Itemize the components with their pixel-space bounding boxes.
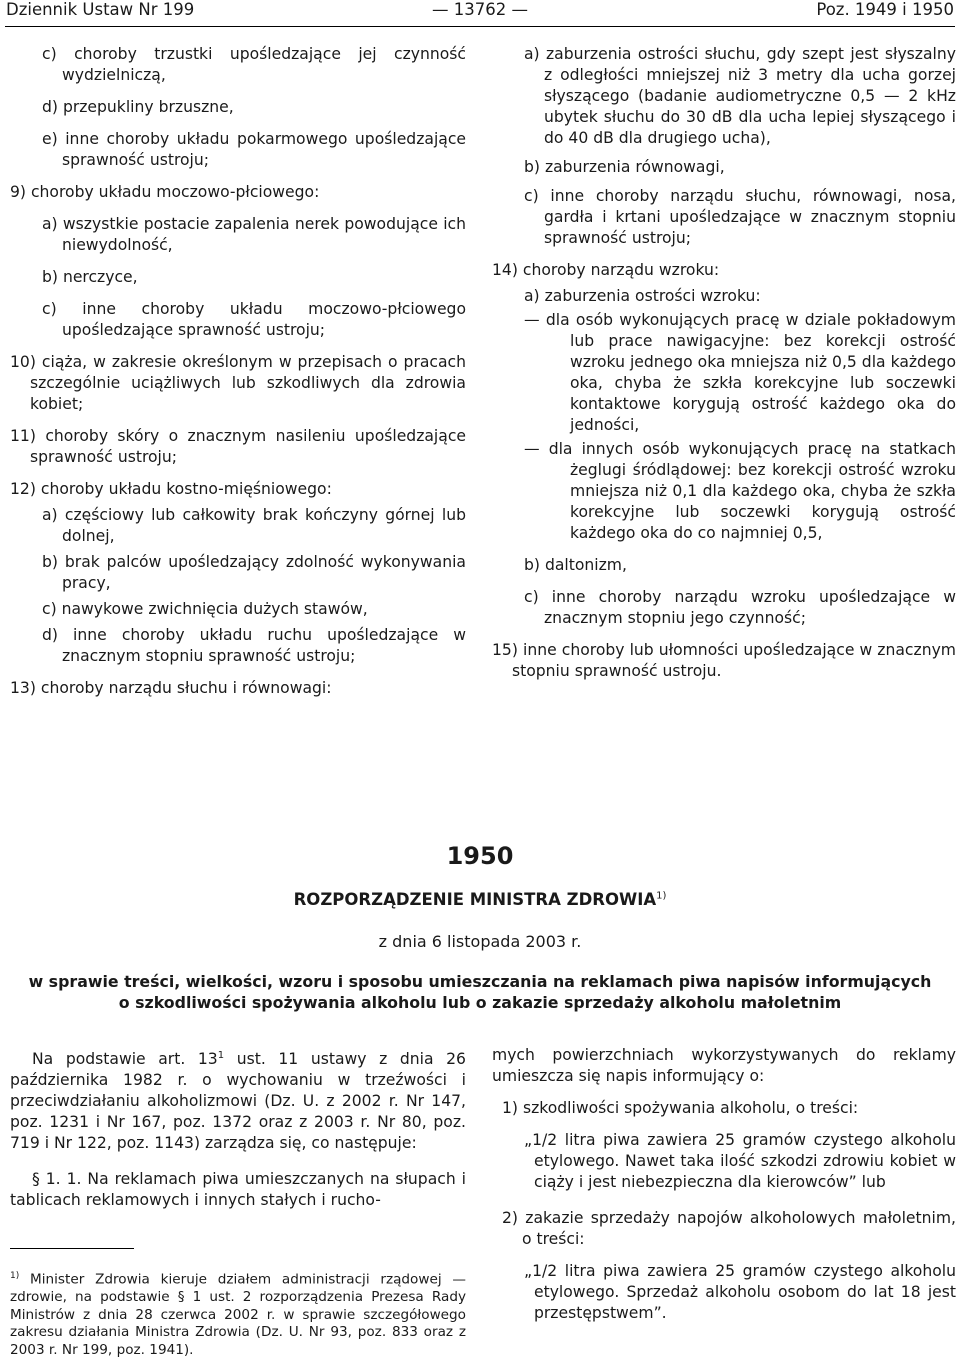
quote: „1/2 litra piwa zawiera 25 gramów czystego alkoholu etylowego. Sprzedaż alkoholu osobom do lat 18 jest przestępstwem”. — [524, 1262, 956, 1322]
list-item: 2) zakazie sprzedaży napojów alkoholowych małoletnim, o treści: — [502, 1209, 956, 1248]
list-item: c) choroby trzustki upośledzające jej czynność wydzielniczą, — [42, 45, 466, 84]
quote: „1/2 litra piwa zawiera 25 gramów czystego alkoholu etylowego. Nawet taka ilość szkodzi zdrowiu kobiet w ciąży i jest niebezpieczna dla kierowców” lub — [524, 1131, 956, 1191]
list-item: 15) inne choroby lub ułomności upośledzające w znacznym stopniu sprawność ustroju. — [492, 641, 956, 680]
paragraph-1: § 1. 1. Na reklamach piwa umieszczanych na słupach i tablicach reklamowych i innych stałych i rucho- — [10, 1170, 466, 1210]
footnote-marker: 1) — [10, 1271, 20, 1281]
list-item: c) inne choroby układu moczowo-płciowego upośledzające sprawność ustroju; — [42, 300, 466, 339]
footnote-rule — [10, 1248, 134, 1249]
list-item: — dla innych osób wykonujących pracę na statkach żeglugi śródlądowej: bez korekcji ostrość wzroku mniejsza niż 0,1 dla każdego oka, chyba że szkła korekcyjne lub soczewki korygują ostrość każdego oka do co najmniej 0,5, — [524, 440, 956, 542]
footnote-text: Minister Zdrowia kieruje działem administracji rządowej — zdrowie, na podstawie § 1 ust. 2 rozporządzenia Prezesa Rady Ministrów z dnia 28 czerwca 2002 r. w sprawie szczegółowego zakresu działania Ministra Zdrowia (Dz. U. Nr 93, poz. 833 oraz z 2003 r. Nr 199, poz. 1941). — [10, 1271, 466, 1358]
right-column — [492, 44, 956, 682]
page-header — [0, 0, 960, 26]
legal-basis — [10, 1045, 466, 1154]
list-item: e) inne choroby układu pokarmowego upośledzające sprawność ustroju; — [42, 130, 466, 169]
list-item: b) zaburzenia równowagi, — [524, 158, 725, 176]
list-item: 10) ciąża, w zakresie określonym w przepisach o pracach szczególnie uciążliwych lub szkodliwych dla zdrowia kobiet; — [10, 353, 466, 413]
left-column — [10, 44, 466, 699]
paragraph-1-continued: mych powierzchniach wykorzystywanych do reklamy umieszcza się napis informujący o: — [492, 1046, 956, 1085]
list-item: d) przepukliny brzuszne, — [42, 98, 234, 116]
list-item: 9) choroby układu moczowo-płciowego: — [10, 183, 320, 201]
list-item: b) brak palców upośledzający zdolność wykonywania pracy, — [42, 553, 466, 592]
journal-title: Dziennik Ustaw Nr 199 — [6, 0, 195, 19]
list-item: a) zaburzenia ostrości słuchu, gdy szept jest słyszalny z odległości mniejszej niż 3 metry dla ucha gorzej słyszącego (badanie audiometryczne 0,5 — 2 kHz ubytek słuchu do 30 dB dla ucha lepiej słyszącego i do 40 dB dla drugiego ucha), — [524, 45, 956, 147]
footnote-ref: 1) — [656, 890, 667, 902]
list-item: 11) choroby skóry o znacznym nasileniu upośledzające sprawność ustroju; — [10, 427, 466, 466]
act-number: 1950 — [446, 842, 514, 870]
act-subject-line: o szkodliwości spożywania alkoholu lub o zakazie sprzedaży alkoholu małoletnim — [118, 993, 842, 1012]
act-subject-line: w sprawie treści, wielkości, wzoru i sposobu umieszczania na reklamach piwa napisów informujących — [28, 972, 932, 991]
list-item: c) nawykowe zwichnięcia dużych stawów, — [42, 600, 368, 618]
act-title-text: ROZPORZĄDZENIE MINISTRA ZDROWIA — [293, 890, 657, 909]
list-item: a) wszystkie postacie zapalenia nerek powodujące ich niewydolność, — [42, 215, 466, 254]
list-item: b) daltonizm, — [524, 556, 627, 574]
list-item: d) inne choroby układu ruchu upośledzające w znacznym stopniu sprawność ustroju; — [42, 626, 466, 665]
legal-basis-text: Na podstawie art. 13 — [32, 1050, 218, 1069]
article-superscript: 1 — [217, 1050, 225, 1061]
list-item: a) częściowy lub całkowity brak kończyny górnej lub dolnej, — [42, 506, 466, 545]
list-item: b) nerczyce, — [42, 268, 138, 286]
list-item: 14) choroby narządu wzroku: — [492, 261, 720, 279]
legal-basis-text: ust. 11 ustawy z dnia 26 października 1982 r. o wychowaniu w trzeźwości i przeciwdziałaniu alkoholizmowi (Dz. U. z 2002 r. Nr 147, poz. 1231 i Nr 167, poz. 1372 oraz z 2003 r. Nr 80, poz. 719 i Nr 122, poz. 1143) zarządza się, co następuje: — [10, 1050, 466, 1153]
act-subject — [0, 971, 960, 1013]
list-item: c) inne choroby narządu wzroku upośledzające w znacznym stopniu jego czynność; — [524, 588, 956, 627]
list-item: c) inne choroby narządu słuchu, równowagi, nosa, gardła i krtani upośledzające w znacznym stopniu sprawność ustroju; — [524, 187, 956, 247]
act-date: z dnia 6 listopada 2003 r. — [378, 932, 582, 951]
act-title — [0, 890, 960, 909]
list-item: 13) choroby narządu słuchu i równowagi: — [10, 679, 332, 697]
position-range: Poz. 1949 i 1950 — [816, 0, 954, 19]
header-rule — [5, 26, 955, 27]
list-item: — dla osób wykonujących pracę w dziale pokładowym lub prace nawigacyjne: bez korekcji ostrość wzroku jednego oka mniejsza niż 0,5 dla każdego oka, chyba że szkła korekcyjne lub soczewki kontaktowe korygują ostrość każdego oka do jedności, — [524, 311, 956, 434]
page-number: — 13762 — — [432, 0, 528, 19]
list-item: 12) choroby układu kostno-mięśniowego: — [10, 480, 332, 498]
footnote — [10, 1268, 466, 1359]
body-right-column — [492, 1045, 956, 1324]
body-left-column — [10, 1045, 466, 1211]
list-item: a) zaburzenia ostrości wzroku: — [524, 287, 761, 305]
list-item: 1) szkodliwości spożywania alkoholu, o treści: — [502, 1099, 859, 1117]
